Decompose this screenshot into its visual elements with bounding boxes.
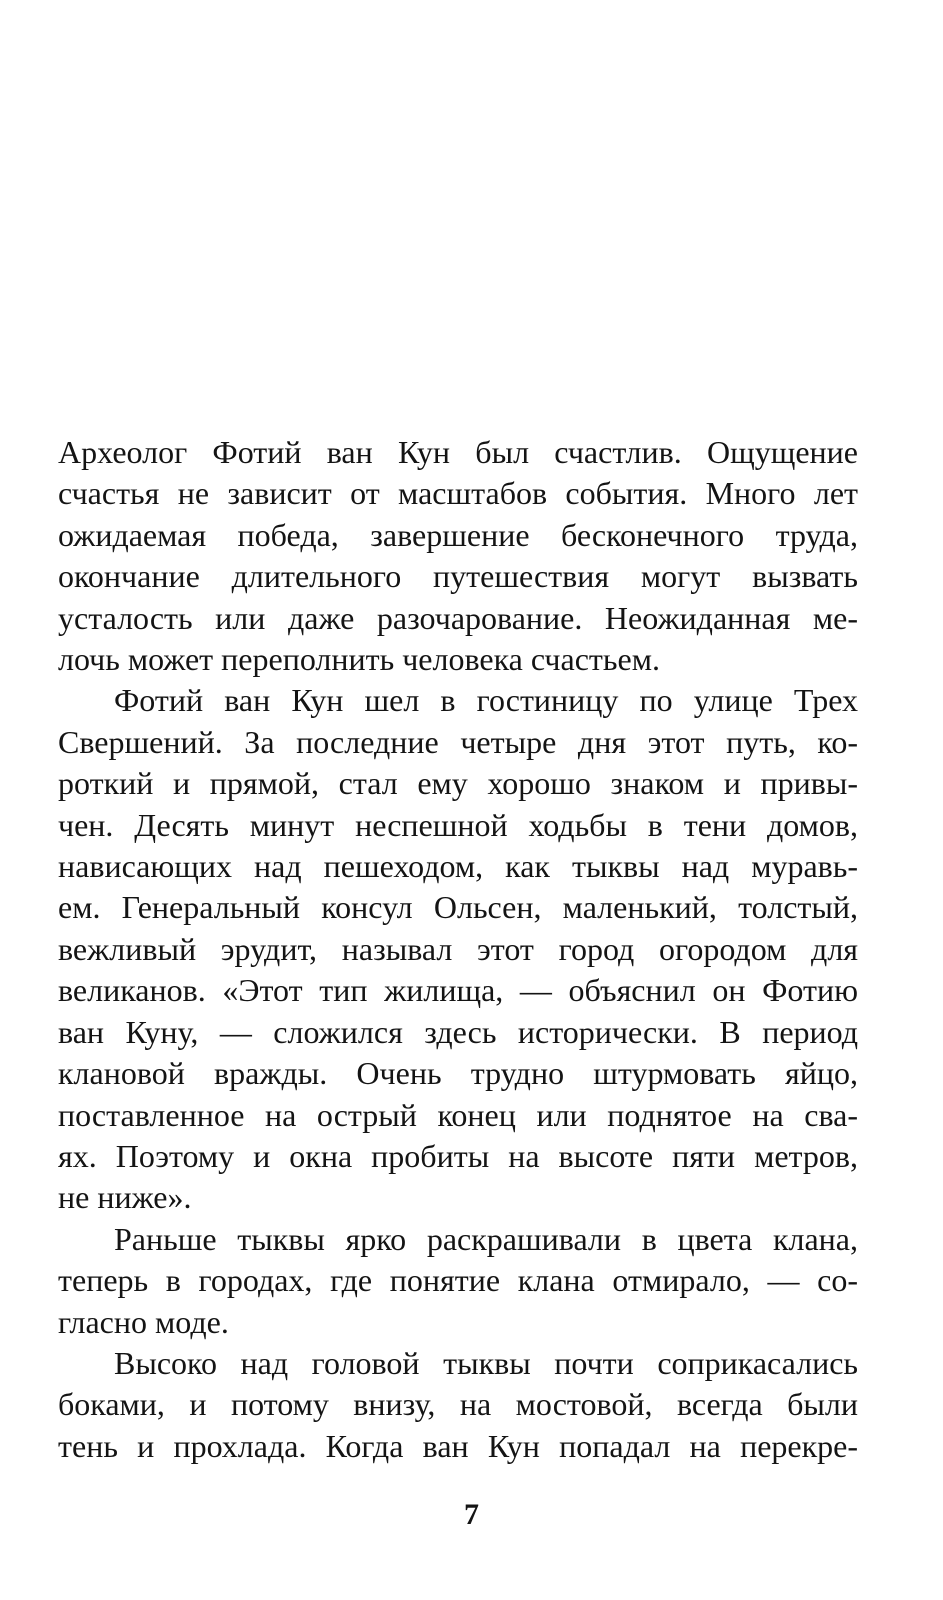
paragraph-2 — [58, 680, 858, 1218]
text-line: роткий и прямой, стал ему хорошо знаком и привы- — [58, 765, 858, 802]
text-line: поставленное на острый конец или поднятое на сва- — [58, 1096, 858, 1133]
text-line: Археолог Фотий ван Кун был счастлив. Ощущение — [58, 434, 858, 470]
text-line: клановой вражды. Очень трудно штурмовать яйцо, — [58, 1055, 858, 1092]
paragraph-4 — [58, 1343, 858, 1467]
text-line: Высоко над головой тыквы почти соприкасались — [114, 1344, 858, 1381]
text-line: великанов. «Этот тип жилища, — объяснил он Фотию — [58, 972, 858, 1009]
paragraph-1 — [58, 432, 858, 680]
body-text — [58, 432, 858, 1467]
text-line: Свершений. За последние четыре дня этот путь, ко- — [58, 723, 858, 760]
text-line: ван Куну, — сложился здесь исторически. В период — [58, 1013, 858, 1050]
text-line: вежливый эрудит, называл этот город огородом для — [58, 930, 858, 967]
text-line: гласно моде. — [58, 1303, 229, 1340]
text-line: ях. Поэтому и окна пробиты на высоте пяти метров, — [58, 1137, 858, 1174]
text-line: теперь в городах, где понятие клана отмирало, — со- — [58, 1262, 858, 1299]
text-line: не ниже». — [58, 1179, 192, 1216]
paragraph-3 — [58, 1219, 858, 1343]
text-line: Фотий ван Кун шел в гостиницу по улице Трех — [114, 682, 858, 719]
text-line: окончание длительного путешествия могут вызвать — [58, 558, 858, 595]
text-line: усталость или даже разочарование. Неожиданная ме- — [58, 599, 858, 636]
text-line: ем. Генеральный консул Ольсен, маленький, толстый, — [58, 889, 858, 926]
text-line: ожидаемая победа, завершение бесконечного труда, — [58, 516, 858, 553]
text-line: боками, и потому внизу, на мостовой, всегда были — [58, 1386, 858, 1423]
text-line: тень и прохлада. Когда ван Кун попадал на перекре- — [58, 1427, 858, 1464]
text-line: нависающих над пешеходом, как тыквы над муравь- — [58, 848, 858, 885]
page-number: 7 — [464, 1498, 479, 1531]
text-line: счастья не зависит от масштабов события. Много лет — [58, 475, 858, 512]
text-line: Раньше тыквы ярко раскрашивали в цвета клана, — [114, 1220, 858, 1257]
text-line: лочь может переполнить человека счастьем. — [58, 641, 660, 678]
text-line: чен. Десять минут неспешной ходьбы в тени домов, — [58, 806, 858, 843]
